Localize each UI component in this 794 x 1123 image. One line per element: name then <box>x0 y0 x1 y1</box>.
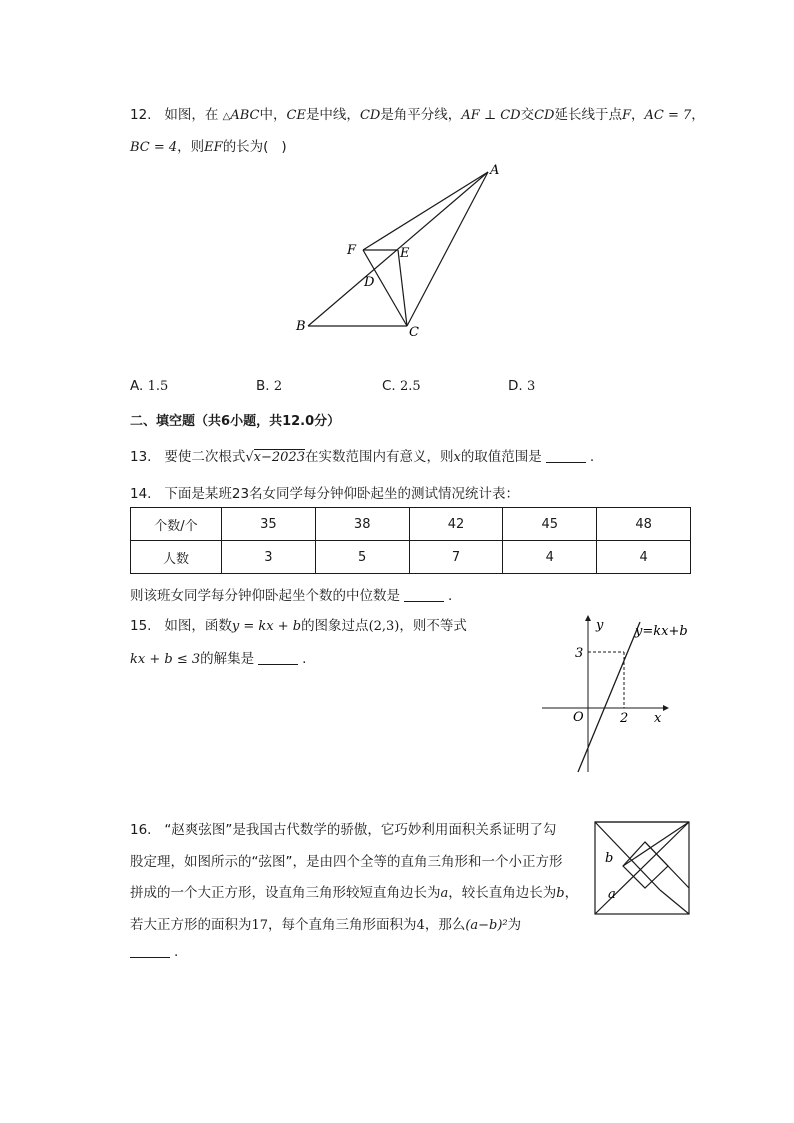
origin-label: O <box>573 710 584 725</box>
answer-blank[interactable] <box>130 945 170 958</box>
y-axis-label: y <box>596 618 604 633</box>
question-number: 16. <box>130 822 152 838</box>
q16-line3: 拼成的一个大正方形，设直角三角形较短直角边长为a，较长直角边长为b， <box>130 885 579 901</box>
radicand: x−2023 <box>253 450 305 465</box>
answer-blank[interactable] <box>546 450 586 463</box>
q15-line2: kx + b ≤ 3的解集是 . <box>130 651 307 667</box>
option-c[interactable]: C. 2.5 <box>382 378 421 394</box>
q14-after: 则该班女同学每分钟仰卧起坐个数的中位数是 . <box>130 588 453 604</box>
segment-ca <box>407 172 488 326</box>
q16-line1: 16. “赵爽弦图”是我国古代数学的骄傲，它巧妙利用面积关系证明了勾 <box>130 822 557 838</box>
function-line <box>578 622 640 772</box>
triangle-figure <box>290 160 510 345</box>
question-number: 14. <box>130 486 152 502</box>
tick-x-label: 2 <box>620 711 629 726</box>
q12-line1: 12. 如图，在 △ABC中，CE是中线，CD是角平分线，AF ⊥ CD交CD延长线于点F，AC = 7， <box>130 107 705 123</box>
option-a[interactable]: A. 1.5 <box>130 378 169 394</box>
q16-line4: 若大正方形的面积为17，每个直角三角形面积为4，那么(a−b)²为 <box>130 917 522 933</box>
label-e: E <box>400 246 410 261</box>
question-number: 15. <box>130 618 152 634</box>
option-d[interactable]: D. 3 <box>508 378 536 394</box>
label-c: C <box>409 325 419 340</box>
q12-line2: BC = 4，则EF的长为( ) <box>130 139 287 155</box>
label-b: b <box>605 851 614 866</box>
label-d: D <box>364 275 375 290</box>
label-a: A <box>490 163 500 178</box>
segment-ec <box>398 250 407 326</box>
answer-blank[interactable] <box>404 589 444 602</box>
tick-y-label: 3 <box>575 646 584 661</box>
segment-ba <box>308 172 488 326</box>
x-axis-label: x <box>654 711 662 726</box>
question-number: 12. <box>130 107 152 123</box>
label-a: a <box>608 887 616 902</box>
line-label: y=kx+b <box>635 624 688 639</box>
q13: 13. 要使二次根式√x−2023在实数范围内有意义，则x的取值范围是 . <box>130 449 595 465</box>
zhao-shuang-diagram <box>590 818 694 918</box>
table-row: 个数/个 35 38 42 45 48 <box>131 508 691 541</box>
sqrt-sign: √ <box>245 450 254 465</box>
segment-fa <box>363 172 488 250</box>
label-f: F <box>347 243 357 258</box>
q15-line1: 15. 如图，函数y = kx + b的图象过点(2,3)，则不等式 <box>130 618 467 634</box>
section-title: 二、填空题（共6小题，共12.0分） <box>130 414 341 429</box>
label-b: B <box>296 319 306 334</box>
question-number: 13. <box>130 449 152 465</box>
q14-text: 14. 下面是某班23名女同学每分钟仰卧起坐的测试情况统计表： <box>130 486 520 502</box>
option-b[interactable]: B. 2 <box>256 378 283 394</box>
answer-blank[interactable] <box>258 652 298 665</box>
q16-line5: . <box>130 944 178 960</box>
q16-line2: 股定理，如图所示的“弦图”，是由四个全等的直角三角形和一个小正方形 <box>130 854 563 870</box>
stats-table <box>130 507 691 574</box>
linear-graph <box>540 612 700 777</box>
table-row: 人数 3 5 7 4 4 <box>131 541 691 574</box>
